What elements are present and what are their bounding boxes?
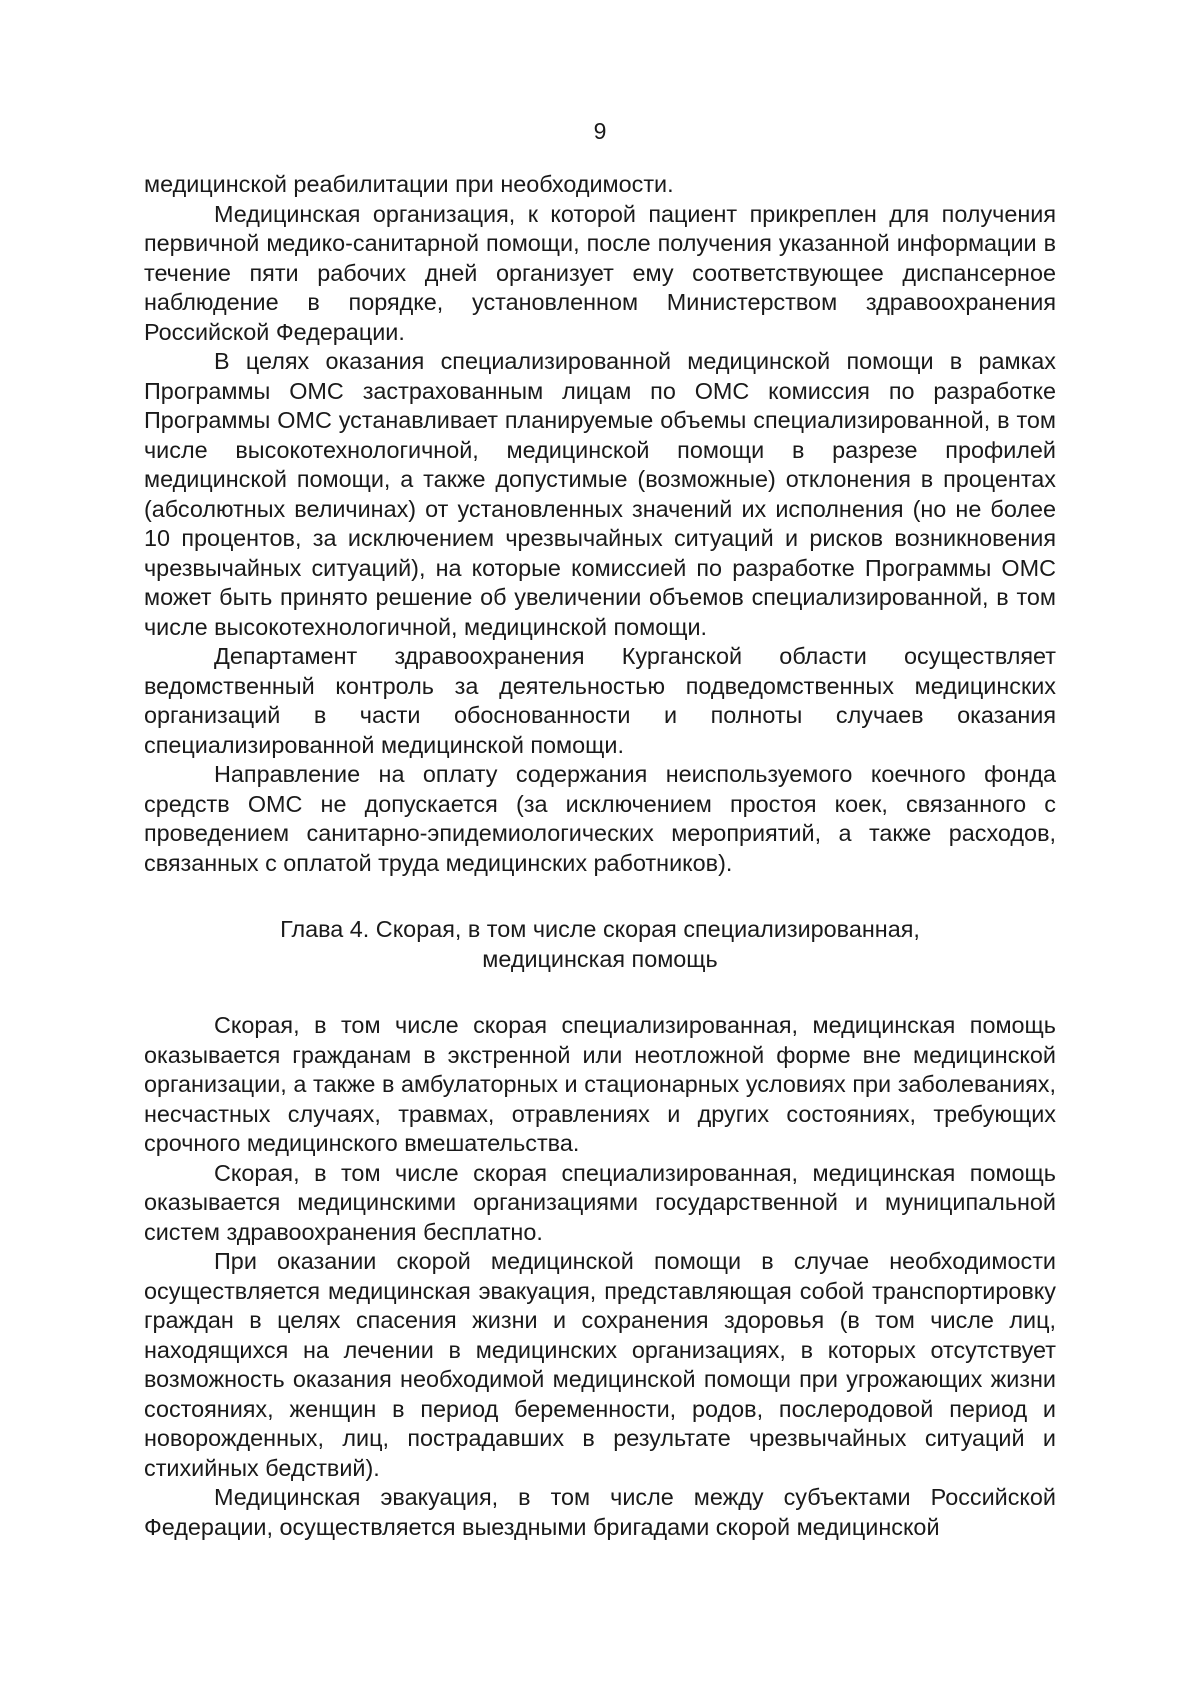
section-before-chapter — [144, 170, 1056, 878]
paragraph: Департамент здравоохранения Курганской области осуществляет ведомственный контроль за деятельностью подведомственных медицинских организаций в части обоснованности и полноты случаев оказания специализированной медицинской помощи. — [144, 643, 1056, 758]
paragraph: Медицинская организация, к которой пациент прикреплен для получения первичной медико-санитарной помощи, после получения указанной информации в течение пяти рабочих дней организует ему соответствующее диспансерное наблюдение в порядке, установленном Министерством здравоохранения Российской Федерации. — [144, 200, 1056, 345]
section-after-chapter — [144, 1011, 1056, 1542]
paragraph: Медицинская эвакуация, в том числе между субъектами Российской Федерации, осуществляется выездными бригадами скорой медицинской — [144, 1484, 1056, 1540]
chapter-heading — [144, 915, 1056, 974]
paragraph: Скорая, в том числе скорая специализированная, медицинская помощь оказывается медицинскими организациями государственной и муниципальной систем здравоохранения бесплатно. — [144, 1159, 1056, 1245]
paragraph: Направление на оплату содержания неиспользуемого коечного фонда средств ОМС не допускается (за исключением простоя коек, связанного с проведением санитарно-эпидемиологических мероприятий, а также расходов, связанных с оплатой труда медицинских работников). — [144, 761, 1056, 876]
paragraph: При оказании скорой медицинской помощи в случае необходимости осуществляется медицинская эвакуация, представляющая собой транспортировку граждан в целях спасения жизни и сохранения здоровья (в том числе лиц, находящихся на лечении в медицинских организациях, в которых отсутствует возможность оказания необходимой медицинской помощи при угрожающих жизни состояниях, женщин в период беременности, родов, послеродовой период и новорожденных, лиц, пострадавших в результате чрезвычайных ситуаций и стихийных бедствий). — [144, 1248, 1056, 1481]
paragraph: В целях оказания специализированной медицинской помощи в рамках Программы ОМС застрахованным лицам по ОМС комиссия по разработке Программы ОМС устанавливает планируемые объемы специализированной, в том числе высокотехнологичной, медицинской помощи в разрезе профилей медицинской помощи, а также допустимые (возможные) отклонения в процентах (абсолютных величинах) от установленных значений их исполнения (но не более 10 процентов, за исключением чрезвычайных ситуаций и рисков возникновения чрезвычайных ситуаций), на которые комиссией по разработке Программы ОМС может быть принято решение об увеличении объемов специализированной, в том числе высокотехнологичной, медицинской помощи. — [144, 348, 1056, 640]
chapter-heading-line-2: медицинская помощь — [482, 945, 718, 972]
page-number: 9 — [593, 118, 607, 144]
document-body — [144, 170, 1056, 1542]
chapter-heading-line-1: Глава 4. Скорая, в том числе скорая специализированная, — [280, 916, 920, 942]
paragraph: медицинской реабилитации при необходимости. — [144, 171, 674, 197]
paragraph: Скорая, в том числе скорая специализированная, медицинская помощь оказывается гражданам в экстренной или неотложной форме вне медицинской организации, а также в амбулаторных и стационарных условиях при заболеваниях, несчастных случаях, травмах, отравлениях и других состояниях, требующих срочного медицинского вмешательства. — [144, 1012, 1056, 1156]
